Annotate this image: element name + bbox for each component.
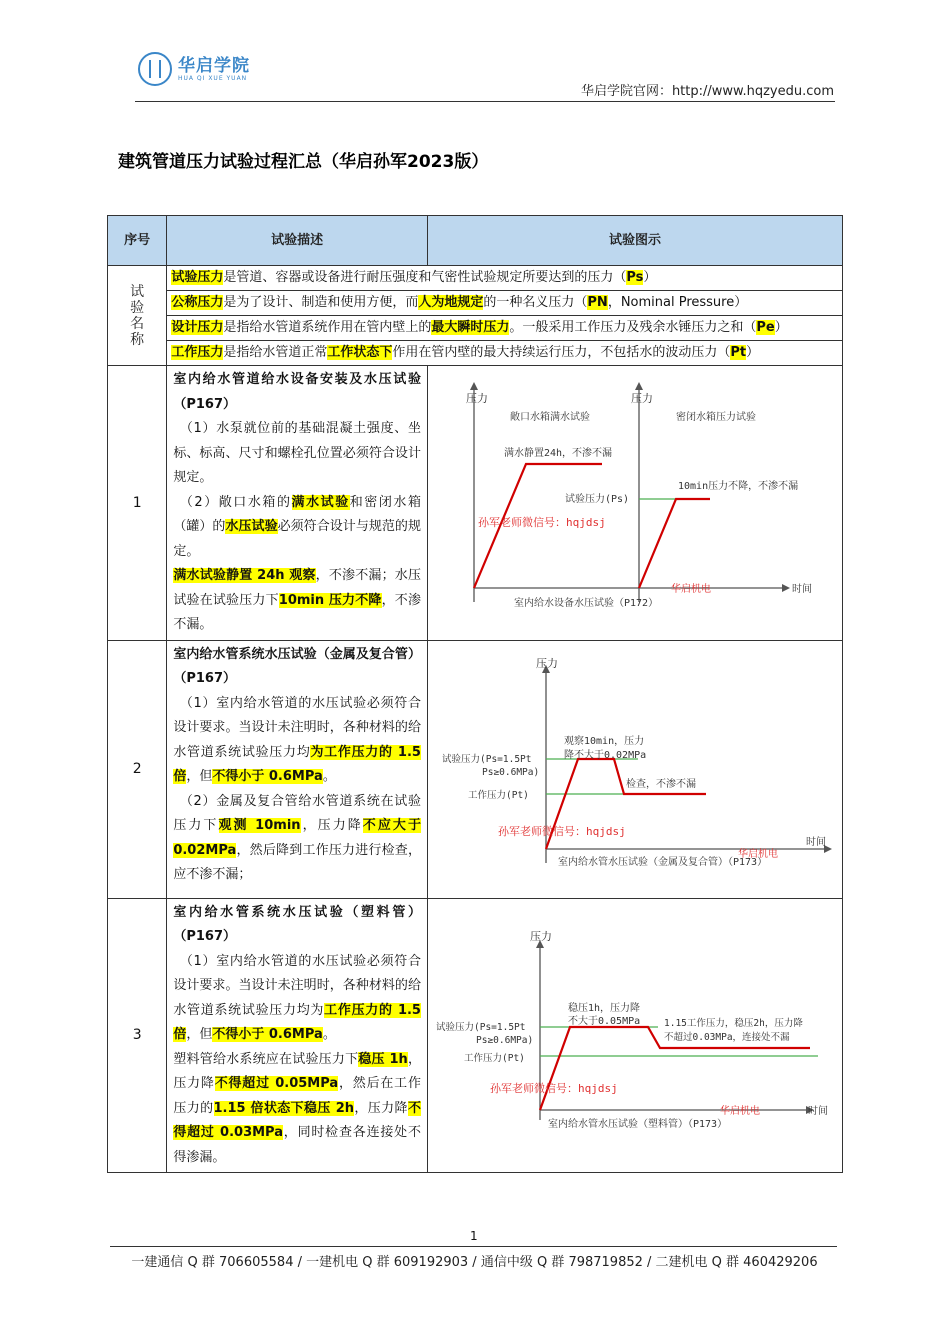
text: 。	[322, 769, 336, 784]
annotation-drop: 降不大于0.02MPa	[563, 749, 647, 761]
text: ，然后降到工作压力进行检查，应不渗不漏；	[173, 842, 421, 882]
para	[173, 1048, 421, 1171]
table-header-row	[108, 216, 843, 266]
row-number: 1	[108, 366, 167, 641]
row-figure	[427, 640, 842, 898]
text: （2）金属及复合管给水管道系统在试验压力下	[173, 793, 421, 833]
row-number: 3	[108, 898, 167, 1173]
text: ，压力降	[173, 1051, 421, 1091]
figure-caption: 室内给水设备水压试验（P172）	[513, 598, 659, 610]
text: 和密闭水箱（罐）的	[173, 494, 421, 534]
row-figure	[427, 898, 842, 1173]
text: 必须符合设计与规范的规定。	[173, 519, 421, 559]
col-header-num: 序号	[108, 216, 167, 266]
subtitle-closed-tank: 密闭水箱压力试验	[675, 412, 756, 424]
footer-groups: 一建通信 Q 群 706605584 / 一建机电 Q 群 609192903 / 通信中级 Q 群 798719852 / 二建机电 Q 群 460429206	[131, 1255, 818, 1270]
ps-label: 试验压力(Ps=1.5Pt	[441, 753, 532, 765]
highlight: 1.15 倍状态下稳压 2h	[213, 1100, 355, 1116]
text: （1）室内给水管道的水压试验必须符合设计要求。当设计未注明时，各种材料的给水管道系统试验压力均为	[173, 953, 421, 1018]
annotation-115: 1.15工作压力，稳压2h，压力降	[663, 1017, 803, 1029]
highlight: 工作状态下	[327, 345, 393, 360]
def-after: ）	[774, 320, 788, 335]
y-axis-label: 压力	[529, 929, 552, 943]
page-number: 1	[470, 1229, 478, 1243]
highlight: 人为地规定	[418, 295, 484, 310]
x-axis-label: 时间	[805, 836, 826, 848]
wechat-watermark: 孙军老师微信号：hqjdsj	[477, 516, 606, 530]
definition-test-pressure	[167, 266, 843, 291]
table-row	[108, 366, 843, 641]
logo	[138, 52, 250, 86]
term: 公称压力	[171, 295, 224, 310]
test-table	[107, 215, 843, 1173]
highlight: 不得超过 0.03MPa	[173, 1100, 421, 1140]
annotation-003: 不超过0.03MPa，连接处不漏	[663, 1031, 790, 1043]
highlight: 为工作压力的 1.5 倍	[173, 744, 421, 784]
text: 塑料管给水系统应在试验压力下	[173, 1051, 359, 1067]
footer-divider	[110, 1246, 837, 1247]
annotation-fill: 满水静置24h，不渗不漏	[503, 448, 613, 460]
text: 。	[322, 1027, 336, 1042]
row-description	[167, 640, 428, 898]
highlight: 最大瞬时压力	[431, 320, 510, 335]
annotation-10min: 10min压力不降，不渗不漏	[677, 481, 799, 493]
highlight: 不应大于 0.02MPa	[173, 818, 421, 858]
def-text: 是管道、容器或设备进行耐压强度和气密性试验规定所要达到的压力（	[223, 270, 627, 285]
definitions-label: 试验名称	[108, 266, 167, 366]
highlight: 不得小于 0.6MPa	[212, 1027, 323, 1042]
definition-nominal-pressure	[167, 291, 843, 316]
code: Ps	[626, 270, 644, 285]
def-text2: 的一种名义压力（	[483, 295, 588, 310]
code: PN	[587, 295, 608, 310]
para	[173, 491, 421, 565]
pt-label: 工作压力(Pt)	[467, 789, 529, 801]
text: （1）室内给水管道的水压试验必须符合设计要求。当设计未注明时，各种材料的给水管道系统试验压力均	[173, 695, 421, 760]
y-axis-label-2: 压力	[630, 392, 653, 406]
x-axis-label: 时间	[791, 584, 812, 596]
row-title: 室内给水管系统水压试验（金属及复合管）（P167）	[173, 646, 421, 686]
def-after: ）	[643, 270, 657, 285]
subtitle-open-tank: 敞口水箱满水试验	[509, 412, 590, 424]
definition-row	[108, 266, 843, 291]
diagram-equipment-test	[428, 374, 842, 622]
row-title: 室内给水管系统水压试验（塑料管）（P167）	[173, 904, 421, 944]
text: ，压力降	[354, 1100, 408, 1116]
definition-row	[108, 316, 843, 341]
definition-working-pressure	[167, 341, 843, 366]
definition-row	[108, 341, 843, 366]
text: ，不渗不漏；水压试验在试验压力下	[173, 568, 421, 608]
ps-label: 试验压力(Ps)	[564, 494, 630, 506]
def-text: 是指给水管道正常	[223, 345, 328, 360]
row-figure	[427, 366, 842, 641]
text: ，但	[186, 769, 213, 784]
table-row	[108, 640, 843, 898]
para	[173, 790, 421, 888]
site-url: 华启学院官网：http://www.hqzyedu.com	[580, 84, 834, 99]
code: Pt	[730, 345, 747, 360]
brand-mark: 华启机电	[737, 848, 778, 860]
highlight: 10min 压力不降	[278, 592, 382, 608]
term: 设计压力	[171, 320, 224, 335]
row-number: 2	[108, 640, 167, 898]
highlight: 满水试验静置 24h 观察	[173, 568, 316, 583]
col-header-desc: 试验描述	[167, 216, 428, 266]
y-axis-label: 压力	[535, 656, 558, 670]
pt-label: 工作压力(Pt)	[463, 1052, 525, 1064]
highlight: 工作压力的 1.5 倍	[173, 1002, 421, 1042]
logo-name: 华启学院	[178, 55, 250, 76]
brand-mark: 华启机电	[719, 1105, 760, 1117]
def-text: 是为了设计、制造和使用方便，而	[223, 295, 419, 310]
brand-mark: 华启机电	[670, 584, 711, 596]
para	[173, 950, 421, 1048]
annotation-stable: 稳压1h，压力降	[567, 1002, 641, 1014]
text: ，然后在工作压力的	[173, 1076, 421, 1116]
text: ，不渗不漏。	[173, 592, 421, 632]
figure-caption: 室内给水管水压试验（金属及复合管）（P173）	[557, 856, 768, 868]
para	[173, 564, 421, 638]
row-description	[167, 366, 428, 641]
col-header-fig: 试验图示	[427, 216, 842, 266]
figure-caption: 室内给水管水压试验（塑料管）（P173）	[547, 1118, 728, 1130]
diagram-plastic-pipe-test	[428, 920, 842, 1142]
text: （2）敞口水箱的	[179, 494, 292, 510]
logo-pinyin: HUA QI XUE YUAN	[178, 74, 248, 82]
row-description	[167, 898, 428, 1173]
x-axis-label: 时间	[807, 1105, 828, 1117]
para: （1）水泵就位前的基础混凝土强度、坐标、标高、尺寸和螺栓孔位置必须符合设计规定。	[173, 421, 421, 485]
row-title: 室内给水管道给水设备安装及水压试验（P167）	[173, 372, 421, 412]
annotation-check: 检查，不渗不漏	[625, 778, 696, 790]
highlight: 不得小于 0.6MPa	[212, 769, 323, 784]
highlight: 稳压 1h	[358, 1051, 408, 1067]
highlight: 观测 10min	[218, 818, 301, 833]
text: ，压力降	[300, 818, 363, 833]
para	[173, 692, 421, 790]
text: ，同时检查各连接处不得渗漏。	[173, 1125, 421, 1165]
wechat-watermark: 孙军老师微信号：hqjdsj	[489, 1081, 618, 1095]
y-axis-label: 压力	[465, 392, 488, 406]
curve-closed-tank	[639, 499, 710, 588]
table-row	[108, 898, 843, 1173]
annotation-observe: 观察10min，压力	[563, 735, 645, 747]
def-after: ）	[746, 345, 760, 360]
def-after: ，Nominal Pressure）	[607, 295, 748, 310]
header-divider	[135, 101, 835, 102]
def-text2: 作用在管内壁的最大持续运行压力，不包括水的波动压力（	[392, 345, 731, 360]
code: Pe	[756, 320, 775, 335]
logo-icon	[138, 52, 172, 86]
annotation-drop: 不大于0.05MPa	[567, 1015, 641, 1027]
diagram-metal-pipe-test	[428, 641, 842, 889]
term: 试验压力	[171, 270, 224, 285]
highlight: 满水试验	[291, 494, 350, 510]
term: 工作压力	[171, 345, 224, 360]
highlight: 不得超过 0.05MPa	[214, 1076, 339, 1091]
page-title: 建筑管道压力试验过程汇总（华启孙军2023版）	[118, 152, 489, 172]
highlight: 水压试验	[225, 519, 278, 534]
wechat-watermark: 孙军老师微信号：hqjdsj	[497, 824, 626, 838]
text: ，但	[186, 1027, 213, 1042]
definition-row	[108, 291, 843, 316]
definition-design-pressure	[167, 316, 843, 341]
ps-min-label: Ps≥0.6MPa)	[481, 766, 540, 778]
ps-label: 试验压力(Ps=1.5Pt	[435, 1021, 526, 1033]
def-text: 是指给水管道系统作用在管内壁上的	[223, 320, 432, 335]
ps-min-label: Ps≥0.6MPa)	[475, 1034, 534, 1046]
def-text2: 。一般采用工作压力及残余水锤压力之和（	[509, 320, 757, 335]
